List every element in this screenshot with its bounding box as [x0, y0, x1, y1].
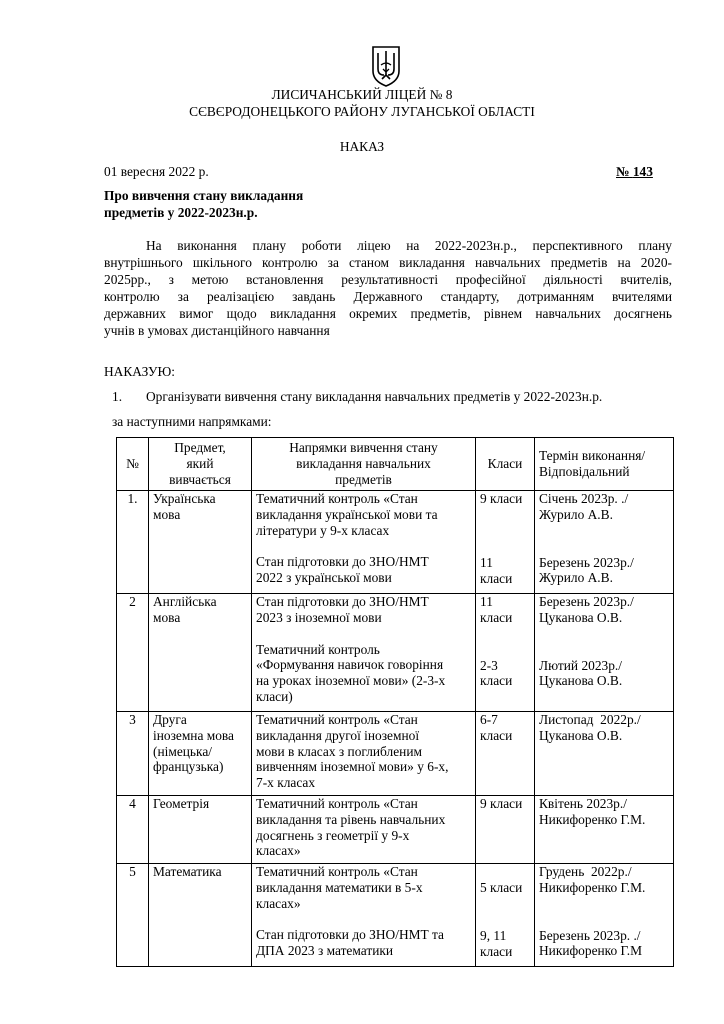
order-subject: Про вивчення стану викладання предметів у 2022-2023н.р.	[104, 188, 304, 220]
row-term: Грудень 2022р./ Никифоренко Г.М. Березень 2023р. ./ Никифоренко Г.М	[535, 863, 674, 966]
row-classes: 6-7 класи	[476, 711, 535, 795]
header-term: Термін виконання/ Відповідальний	[535, 438, 674, 491]
row-direction: Тематичний контроль «Стан викладання математики в 5-х класах» Стан підготовки до ЗНО/НМТ та ДПА 2023 з математики	[252, 863, 476, 966]
row-subject: Геометрія	[149, 795, 252, 863]
table-row	[117, 711, 674, 795]
row-classes: 5 класи 9, 11 класи	[476, 863, 535, 966]
row-num: 4	[117, 795, 149, 863]
school-district: СЄВЄРОДОНЕЦЬКОГО РАЙОНУ ЛУГАНСЬКОЇ ОБЛАСТІ	[189, 104, 535, 119]
item-number: 1.	[112, 389, 123, 404]
order-date: 01 вересня 2022 р.	[104, 164, 209, 179]
school-name: ЛИСИЧАНСЬКИЙ ЛІЦЕЙ № 8	[271, 87, 453, 102]
row-num: 2	[117, 593, 149, 711]
order-number: № 143	[616, 164, 653, 179]
trident-coat-of-arms-icon	[371, 45, 401, 87]
table-row	[117, 795, 674, 863]
table-row	[117, 490, 674, 593]
row-direction: Тематичний контроль «Стан викладання та рівень навчальних досягнень з геометрії у 9-х класах»	[252, 795, 476, 863]
preamble-text: На виконання плану роботи ліцею на 2022-2023н.р., перспективного плану внутрішнього шкільного контролю за станом викладання навчальних предметів на 2020- 2025рр., з метою встановлення результативності професійної діяльності вчителів, контролю за реалізацією завдань Державного стандарту, дотриманням вчителями державних вимог щодо викладання окремих предметів, рівнем навчальних досягнень учнів в умовах дистанційного навчання	[104, 238, 672, 338]
row-subject: Друга іноземна мова (німецька/ французька)	[149, 711, 252, 795]
row-num: 1.	[117, 490, 149, 593]
header-classes: Класи	[476, 438, 535, 491]
row-direction: Тематичний контроль «Стан викладання другої іноземної мови в класах з поглибленим вивченням іноземної мови» у 6-х, 7-х класах	[252, 711, 476, 795]
header-direction: Напрямки вивчення стану викладання навчальних предметів	[252, 438, 476, 491]
row-term: Березень 2023р./ Цуканова О.В. Лютий 2023р./ Цуканова О.В.	[535, 593, 674, 711]
row-term: Квітень 2023р./ Никифоренко Г.М.	[535, 795, 674, 863]
row-num: 3	[117, 711, 149, 795]
document-type: НАКАЗ	[339, 139, 385, 154]
row-subject: Математика	[149, 863, 252, 966]
order-heading: НАКАЗУЮ:	[104, 364, 175, 379]
table-row	[117, 863, 674, 966]
item-continuation: за наступними напрямками:	[112, 414, 272, 429]
row-term: Листопад 2022р./ Цуканова О.В.	[535, 711, 674, 795]
row-subject: Англійська мова	[149, 593, 252, 711]
row-classes: 9 класи 11 класи	[476, 490, 535, 593]
row-direction: Тематичний контроль «Стан викладання української мови та літератури у 9-х класах Стан підготовки до ЗНО/НМТ 2022 з української мови	[252, 490, 476, 593]
row-term: Січень 2023р. ./ Журило А.В. Березень 2023р./ Журило А.В.	[535, 490, 674, 593]
item-text: Організувати вивчення стану викладання навчальних предметів у 2022-2023н.р.	[146, 389, 603, 404]
row-num: 5	[117, 863, 149, 966]
row-subject: Українська мова	[149, 490, 252, 593]
header-num: №	[117, 438, 149, 491]
header-subject: Предмет, який вивчається	[149, 438, 252, 491]
table-row	[117, 593, 674, 711]
row-classes: 9 класи	[476, 795, 535, 863]
table-header-row	[117, 438, 674, 491]
row-direction: Стан підготовки до ЗНО/НМТ 2023 з іноземної мови Тематичний контроль «Формування навичок говоріння на уроках іноземної мови» (2-3-х класи)	[252, 593, 476, 711]
directions-table	[116, 437, 674, 967]
row-classes: 11 класи 2-3 класи	[476, 593, 535, 711]
